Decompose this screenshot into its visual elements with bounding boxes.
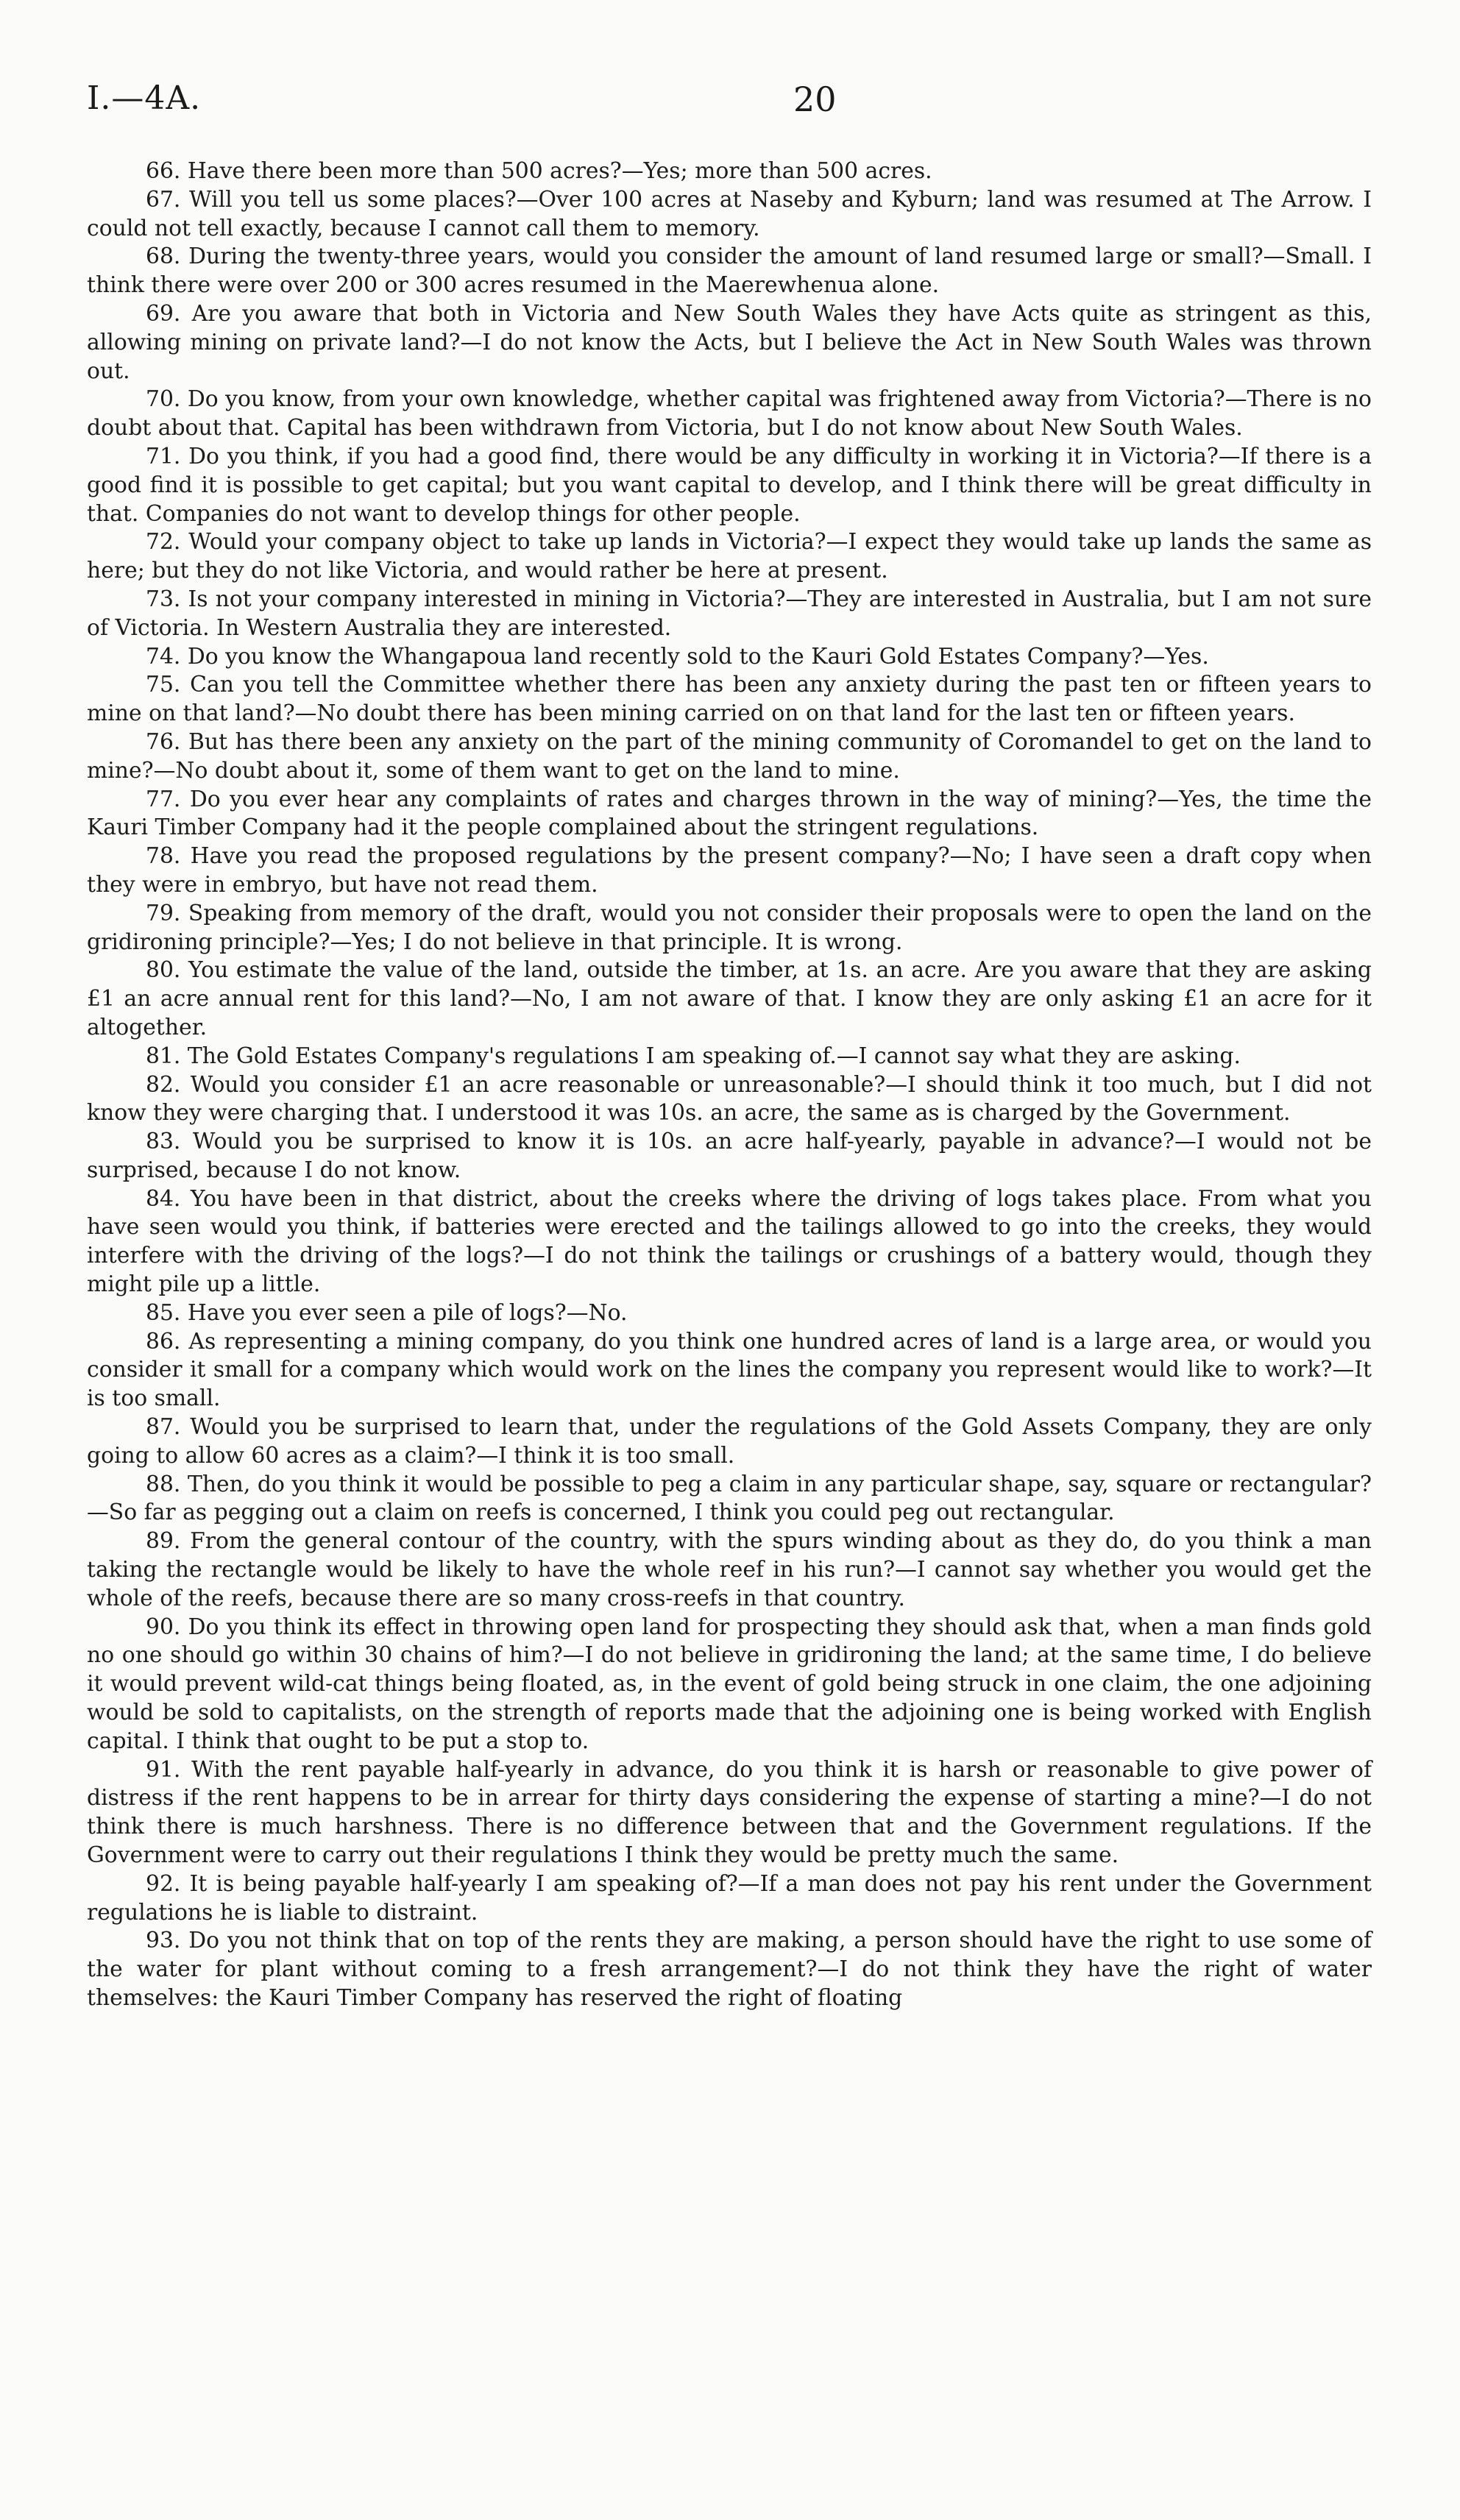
question-93: 93. Do you not think that on top of the rents they are making, a person should have the right to use some of the water for plant without coming to a fresh arrangement?—I do not think they have the right of water themselves: the Kauri Timber Company has reserved the right of floating (87, 1928, 1372, 2011)
question-85: 85. Have you ever seen a pile of logs?—No. (146, 1299, 628, 1326)
question-79: 79. Speaking from memory of the draft, would you not consider their proposals were to open the land on the gridironing principle?—Yes; I do not believe in that principle. It is wrong. (87, 900, 1372, 955)
question-86: 86. As representing a mining company, do you think one hundred acres of land is a large area, or would you consider it small for a company which would work on the lines the company you represent would like to work?—It is too small. (87, 1328, 1372, 1412)
question-74: 74. Do you know the Whangapoua land recently sold to the Kauri Gold Estates Company?—Yes. (146, 643, 1209, 670)
question-82: 82. Would you consider £1 an acre reasonable or unreasonable?—I should think it too much, but I did not know they were charging that. I understood it was 10s. an acre, the same as is charged by the Government. (87, 1071, 1372, 1126)
question-89: 89. From the general contour of the country, with the spurs winding about as they do, do you think a man taking the rectangle would be likely to have the whole reef in his run?—I cannot say whether you would get the whole of the reefs, because there are so many cross-reefs in that country. (87, 1528, 1372, 1611)
question-68: 68. During the twenty-three years, would you consider the amount of land resumed large or small?—Small. I think there were over 200 or 300 acres resumed in the Maerewhenua alone. (87, 244, 1372, 299)
question-84: 84. You have been in that district, about the creeks where the driving of logs takes place. From what you have seen would you think, if batteries were erected and the tailings allowed to go into the creeks, they would interfere with the driving of the logs?—I do not think the tailings or crushings of a battery would, though they might pile up a little. (87, 1185, 1372, 1298)
question-83: 83. Would you be surprised to know it is 10s. an acre half-yearly, payable in advance?—I would not be surprised, because I do not know. (87, 1129, 1372, 1183)
question-70: 70. Do you know, from your own knowledge, whether capital was frightened away from Victoria?—There is no doubt about that. Capital has been withdrawn from Victoria, but I do not know about New South Wales. (87, 386, 1372, 441)
question-76: 76. But has there been any anxiety on the part of the mining community of Coromandel to get on the land to mine?—No doubt about it, some of them want to get on the land to mine. (87, 728, 1372, 784)
question-75: 75. Can you tell the Committee whether there has been any anxiety during the past ten or fifteen years to mine on that land?—No doubt there has been mining carried on on that land for the last ten or fifteen years. (87, 672, 1372, 727)
question-78: 78. Have you read the proposed regulations by the present company?—No; I have seen a draft copy when they were in embryo, but have not read them. (87, 843, 1372, 898)
question-81: 81. The Gold Estates Company's regulations I am speaking of.—I cannot say what they are asking. (146, 1043, 1241, 1069)
page-number: 20 (793, 79, 837, 119)
question-80: 80. You estimate the value of the land, outside the timber, at 1s. an acre. Are you aware that they are asking £1 an acre annual rent for this land?—No, I am not aware of that. I know they are only asking £1 an acre for it altogether. (87, 957, 1372, 1040)
question-73: 73. Is not your company interested in mining in Victoria?—They are interested in Australia, but I am not sure of Victoria. In Western Australia they are interested. (87, 586, 1372, 641)
question-88: 88. Then, do you think it would be possible to peg a claim in any particular shape, say, square or rectangular?—So far as pegging out a claim on reefs is concerned, I think you could peg out rectangular. (87, 1471, 1372, 1526)
document-reference: I.—4A. (87, 79, 202, 117)
question-87: 87. Would you be surprised to learn that, under the regulations of the Gold Assets Company, they are only going to allow 60 acres as a claim?—I think it is too small. (87, 1414, 1372, 1469)
page-header (87, 79, 1382, 124)
question-66: 66. Have there been more than 500 acres?—Yes; more than 500 acres. (146, 158, 932, 184)
question-77: 77. Do you ever hear any complaints of rates and charges thrown in the way of mining?—Yes, the time the Kauri Timber Company had it the people complained about the stringent regulations. (87, 786, 1372, 841)
question-69: 69. Are you aware that both in Victoria and New South Wales they have Acts quite as stringent as this, allowing mining on private land?—I do not know the Acts, but I believe the Act in New South Wales was thrown out. (87, 300, 1372, 384)
question-71: 71. Do you think, if you had a good find, there would be any difficulty in working it in Victoria?—If there is a good find it is possible to get capital; but you want capital to develop, and I think there will be great difficulty in that. Companies do not want to develop things for other people. (87, 443, 1372, 527)
question-90: 90. Do you think its effect in throwing open land for prospecting they should ask that, when a man finds gold no one should go within 30 chains of him?—I do not believe in gridironing the land; at the same time, I do believe it would prevent wild-cat things being floated, as, in the event of gold being struck in one claim, the one adjoining would be sold to capitalists, on the strength of reports made that the adjoining one is being worked with English capital. I think that ought to be put a stop to. (87, 1614, 1372, 1754)
question-92: 92. It is being payable half-yearly I am speaking of?—If a man does not pay his rent under the Government regulations he is liable to distraint. (87, 1870, 1372, 1926)
question-67: 67. Will you tell us some places?—Over 100 acres at Naseby and Kyburn; land was resumed at The Arrow. I could not tell exactly, because I cannot call them to memory. (87, 186, 1372, 241)
question-72: 72. Would your company object to take up lands in Victoria?—I expect they would take up lands the same as here; but they do not like Victoria, and would rather be here at present. (87, 529, 1372, 584)
question-91: 91. With the rent payable half-yearly in advance, do you think it is harsh or reasonable to give power of distress if the rent happens to be in arrear for thirty days considering the expense of starting a mine?—I do not think there is much harshness. There is no difference between that and the Government regulations. If the Government were to carry out their regulations I think they would be pretty much the same. (87, 1756, 1372, 1869)
testimony-body (87, 157, 1372, 2013)
